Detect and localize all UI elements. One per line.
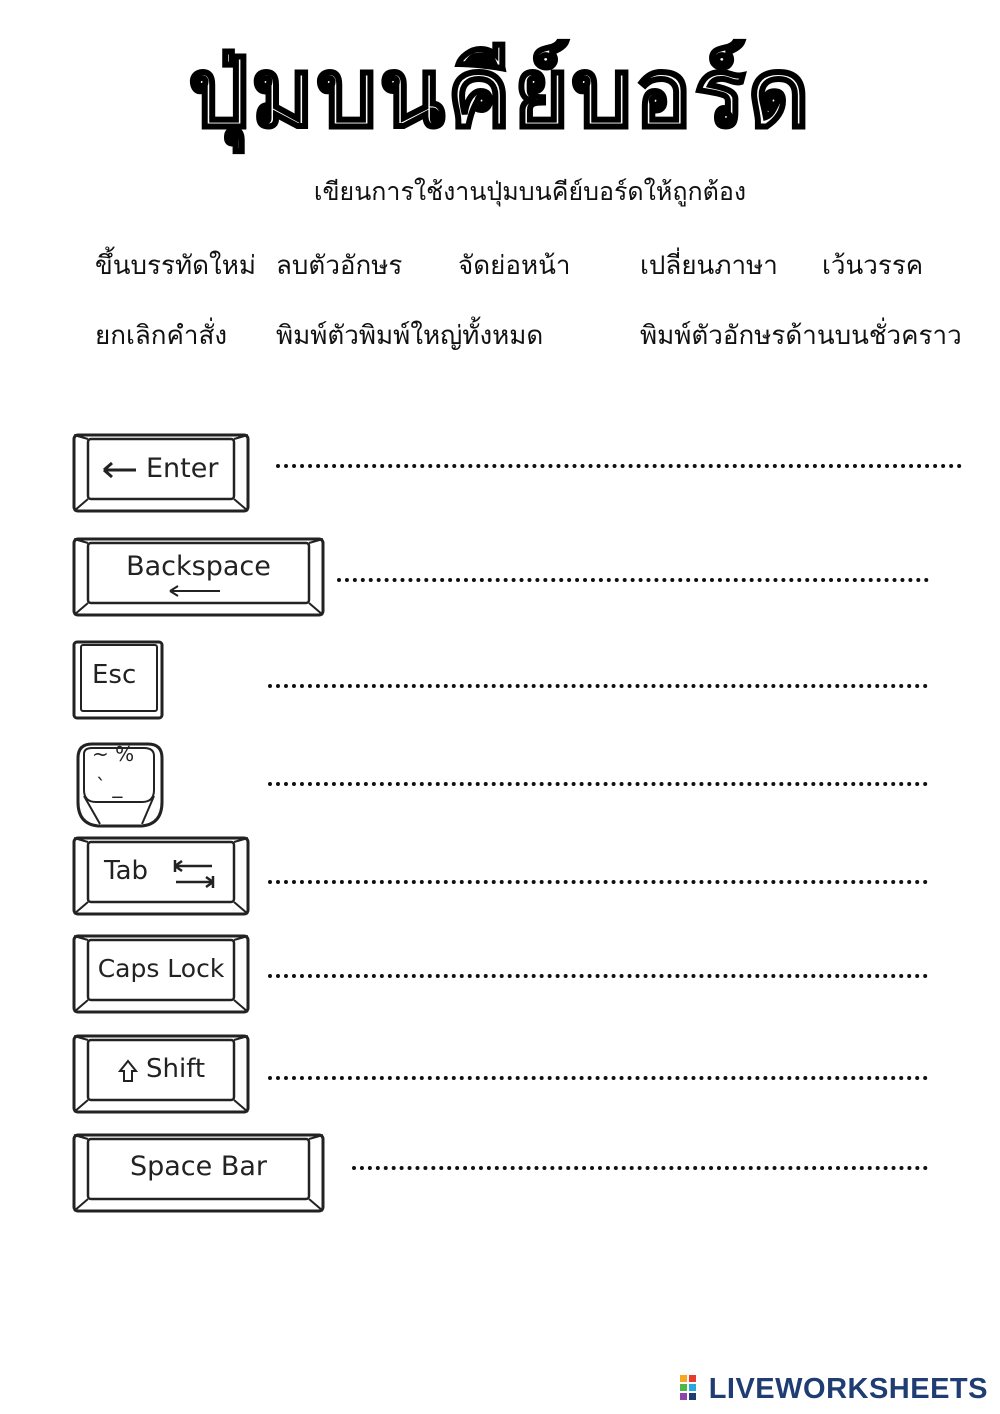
liveworksheets-icon: [679, 1373, 705, 1405]
answer-line-enter[interactable]: [276, 464, 962, 468]
word-bank-item[interactable]: ลบตัวอักษร: [276, 251, 403, 281]
word-bank-item[interactable]: เว้นวรรค: [822, 251, 924, 281]
word-bank-item[interactable]: ยกเลิกคำสั่ง: [95, 321, 228, 351]
esc-key: [72, 640, 164, 720]
word-bank-item[interactable]: เปลี่ยนภาษา: [640, 251, 778, 281]
answer-line-backspace[interactable]: [337, 578, 929, 582]
answer-line-capslock[interactable]: [268, 974, 928, 978]
shift-key-label: Shift: [146, 1054, 206, 1084]
word-bank-item[interactable]: พิมพ์ตัวพิมพ์ใหญ่ทั้งหมด: [276, 321, 544, 351]
answer-line-grave[interactable]: [268, 782, 928, 786]
backspace-key: [72, 537, 325, 617]
capslock-key: [72, 934, 250, 1014]
worksheet-title: ปุ่มบนคีย์บอร์ด: [188, 37, 812, 149]
backspace-key-label: Backspace: [126, 551, 271, 582]
word-bank-item[interactable]: จัดย่อหน้า: [458, 251, 571, 281]
word-bank-item[interactable]: ขึ้นบรรทัดใหม่: [95, 251, 256, 281]
grave-key-top-label: ~ %: [92, 742, 135, 766]
tab-key-label: Tab: [104, 856, 149, 886]
esc-key-label: Esc: [92, 660, 137, 690]
spacebar-key-label: Space Bar: [129, 1151, 268, 1182]
enter-key: [72, 433, 250, 513]
grave-key-bottom-label: ` _: [96, 774, 123, 798]
liveworksheets-logo: [679, 1372, 988, 1406]
answer-line-spacebar[interactable]: [352, 1166, 928, 1170]
instruction-text: เขียนการใช้งานปุ่มบนคีย์บอร์ดให้ถูกต้อง: [313, 177, 747, 206]
answer-line-tab[interactable]: [268, 880, 928, 884]
word-bank-item[interactable]: พิมพ์ตัวอักษรด้านบนชั่วคราว: [640, 321, 962, 351]
capslock-key-label: Caps Lock: [97, 954, 225, 983]
grave-key: [72, 740, 168, 828]
answer-line-esc[interactable]: [268, 684, 928, 688]
brand-name: LIVEWORKSHEETS: [708, 1372, 988, 1405]
spacebar-key: [72, 1133, 325, 1213]
tab-key: [72, 836, 250, 916]
answer-line-shift[interactable]: [268, 1076, 928, 1080]
enter-key-label: Enter: [146, 453, 219, 484]
shift-key: [72, 1034, 250, 1114]
